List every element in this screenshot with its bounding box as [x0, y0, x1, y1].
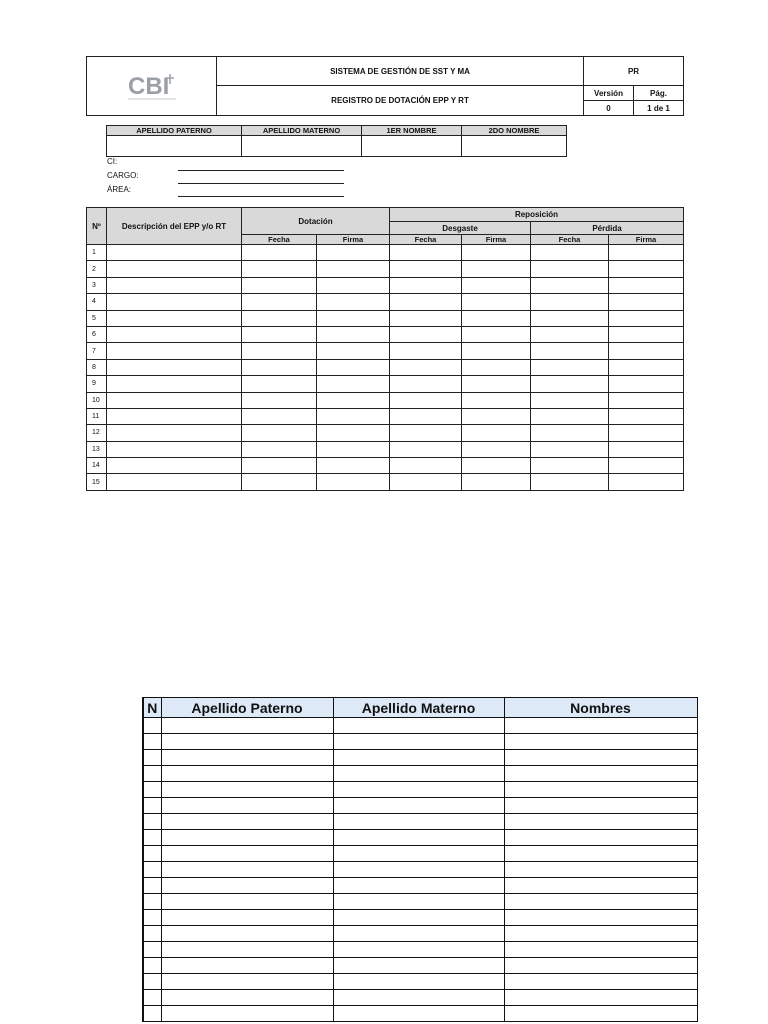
dotacion-fecha-cell[interactable]	[242, 294, 317, 310]
description-cell[interactable]	[107, 343, 242, 359]
area-label: ÁREA:	[107, 185, 132, 194]
desgaste-fecha-cell[interactable]	[390, 441, 462, 457]
table-row	[87, 474, 684, 490]
row-number: 15	[87, 474, 107, 490]
apellido-paterno-cell[interactable]	[161, 910, 333, 926]
nombres-cell[interactable]	[504, 1006, 697, 1022]
perdida-fecha-cell[interactable]	[531, 441, 609, 457]
cargo-label: CARGO:	[107, 171, 139, 180]
nombres-cell[interactable]	[504, 814, 697, 830]
segundo-nombre-field[interactable]	[462, 136, 567, 157]
nombres-cell[interactable]	[504, 846, 697, 862]
perdida-firma-cell[interactable]	[609, 392, 684, 408]
table-row	[143, 894, 697, 910]
n-cell[interactable]	[143, 878, 161, 894]
apellido-materno-cell[interactable]	[333, 878, 504, 894]
table-row	[87, 261, 684, 277]
desgaste-firma-cell[interactable]	[462, 359, 531, 375]
desgaste-fecha-cell[interactable]	[390, 245, 462, 261]
apellido-paterno-cell[interactable]	[161, 878, 333, 894]
dotacion-fecha-cell[interactable]	[242, 261, 317, 277]
n-cell[interactable]	[143, 814, 161, 830]
desgaste-fecha-cell[interactable]	[390, 343, 462, 359]
apellido-paterno-cell[interactable]	[161, 990, 333, 1006]
row-number: 14	[87, 458, 107, 474]
col-perdida: Pérdida	[531, 222, 684, 235]
description-cell[interactable]	[107, 359, 242, 375]
row-number: 2	[87, 261, 107, 277]
table-row	[87, 425, 684, 441]
dotacion-firma-cell[interactable]	[317, 343, 390, 359]
header-primer-nombre: 1ER NOMBRE	[362, 126, 462, 136]
apellido-materno-cell[interactable]	[333, 750, 504, 766]
desgaste-fecha-cell[interactable]	[390, 359, 462, 375]
apellido-paterno-cell[interactable]	[161, 718, 333, 734]
perdida-firma-cell[interactable]	[609, 294, 684, 310]
n-cell[interactable]	[143, 990, 161, 1006]
table-row	[87, 376, 684, 392]
nombres-cell[interactable]	[504, 990, 697, 1006]
apellido-paterno-cell[interactable]	[161, 846, 333, 862]
perdida-fecha-cell[interactable]	[531, 245, 609, 261]
row-number: 13	[87, 441, 107, 457]
apellido-materno-cell[interactable]	[333, 718, 504, 734]
dotacion-firma-cell[interactable]	[317, 392, 390, 408]
perdida-firma-cell[interactable]	[609, 326, 684, 342]
company-logo	[87, 57, 216, 115]
perdida-fecha-cell[interactable]	[531, 376, 609, 392]
n-cell[interactable]	[143, 782, 161, 798]
apellido-paterno-field[interactable]	[107, 136, 242, 157]
dotacion-firma-cell[interactable]	[317, 326, 390, 342]
nombres-cell[interactable]	[504, 798, 697, 814]
row-number: 9	[87, 376, 107, 392]
epp-register-body	[87, 245, 684, 491]
col-perdida-fecha: Fecha	[531, 235, 609, 245]
perdida-fecha-cell[interactable]	[531, 392, 609, 408]
desgaste-fecha-cell[interactable]	[390, 294, 462, 310]
table-row	[87, 408, 684, 424]
apellido-paterno-cell[interactable]	[161, 830, 333, 846]
dotacion-fecha-cell[interactable]	[242, 310, 317, 326]
desgaste-firma-cell[interactable]	[462, 441, 531, 457]
apellido-materno-cell[interactable]	[333, 846, 504, 862]
dotacion-firma-cell[interactable]	[317, 245, 390, 261]
dotacion-firma-cell[interactable]	[317, 458, 390, 474]
area-line[interactable]	[178, 196, 344, 197]
row-number: 10	[87, 392, 107, 408]
perdida-firma-cell[interactable]	[609, 245, 684, 261]
perdida-firma-cell[interactable]	[609, 425, 684, 441]
dotacion-fecha-cell[interactable]	[242, 359, 317, 375]
perdida-fecha-cell[interactable]	[531, 326, 609, 342]
col-reposicion: Reposición	[390, 208, 684, 222]
description-cell[interactable]	[107, 392, 242, 408]
apellido-materno-cell[interactable]	[333, 798, 504, 814]
description-cell[interactable]	[107, 261, 242, 277]
desgaste-firma-cell[interactable]	[462, 474, 531, 490]
table-row	[143, 734, 697, 750]
dotacion-fecha-cell[interactable]	[242, 392, 317, 408]
desgaste-firma-cell[interactable]	[462, 245, 531, 261]
apellido-paterno-cell[interactable]	[161, 894, 333, 910]
apellido-paterno-cell[interactable]	[161, 942, 333, 958]
n-cell[interactable]	[143, 958, 161, 974]
dotacion-firma-cell[interactable]	[317, 376, 390, 392]
description-cell[interactable]	[107, 376, 242, 392]
ci-label: CI:	[107, 157, 118, 166]
table-row	[143, 766, 697, 782]
table-row	[143, 990, 697, 1006]
col-desgaste-fecha: Fecha	[390, 235, 462, 245]
document-header	[86, 56, 684, 116]
dotacion-firma-cell[interactable]	[317, 425, 390, 441]
table-row	[143, 846, 697, 862]
apellido-paterno-cell[interactable]	[161, 1006, 333, 1022]
nombres-cell[interactable]	[504, 718, 697, 734]
desgaste-firma-cell[interactable]	[462, 277, 531, 293]
desgaste-fecha-cell[interactable]	[390, 376, 462, 392]
apellido-materno-cell[interactable]	[333, 926, 504, 942]
table-row	[143, 750, 697, 766]
col-apellido-paterno: Apellido Paterno	[161, 698, 333, 718]
dotacion-fecha-cell[interactable]	[242, 277, 317, 293]
apellido-paterno-cell[interactable]	[161, 974, 333, 990]
dotacion-firma-cell[interactable]	[317, 441, 390, 457]
dotacion-fecha-cell[interactable]	[242, 343, 317, 359]
desgaste-fecha-cell[interactable]	[390, 425, 462, 441]
dotacion-firma-cell[interactable]	[317, 359, 390, 375]
description-cell[interactable]	[107, 277, 242, 293]
table-row	[87, 245, 684, 261]
perdida-fecha-cell[interactable]	[531, 425, 609, 441]
epp-register-table	[86, 207, 684, 491]
apellido-paterno-cell[interactable]	[161, 766, 333, 782]
apellido-materno-cell[interactable]	[333, 1006, 504, 1022]
n-cell[interactable]	[143, 974, 161, 990]
row-number: 5	[87, 310, 107, 326]
perdida-firma-cell[interactable]	[609, 261, 684, 277]
apellido-materno-cell[interactable]	[333, 734, 504, 750]
n-cell[interactable]	[143, 798, 161, 814]
nombres-cell[interactable]	[504, 766, 697, 782]
apellido-paterno-cell[interactable]	[161, 782, 333, 798]
version-label: Versión	[584, 86, 634, 101]
description-cell[interactable]	[107, 310, 242, 326]
apellido-paterno-cell[interactable]	[161, 862, 333, 878]
perdida-firma-cell[interactable]	[609, 376, 684, 392]
perdida-fecha-cell[interactable]	[531, 261, 609, 277]
nombres-cell[interactable]	[504, 830, 697, 846]
perdida-fecha-cell[interactable]	[531, 458, 609, 474]
table-row	[87, 343, 684, 359]
apellido-paterno-cell[interactable]	[161, 734, 333, 750]
perdida-firma-cell[interactable]	[609, 441, 684, 457]
row-number: 7	[87, 343, 107, 359]
table-row	[87, 359, 684, 375]
n-cell[interactable]	[143, 926, 161, 942]
personnel-list-body	[143, 718, 697, 1022]
dotacion-firma-cell[interactable]	[317, 261, 390, 277]
n-cell[interactable]	[143, 1006, 161, 1022]
table-row	[87, 326, 684, 342]
desgaste-fecha-cell[interactable]	[390, 261, 462, 277]
col-n: N	[143, 698, 161, 718]
perdida-firma-cell[interactable]	[609, 277, 684, 293]
perdida-firma-cell[interactable]	[609, 343, 684, 359]
logo-text: CBI	[127, 73, 169, 100]
desgaste-firma-cell[interactable]	[462, 392, 531, 408]
desgaste-fecha-cell[interactable]	[390, 474, 462, 490]
col-perdida-firma: Firma	[609, 235, 684, 245]
version-value: 0	[584, 101, 634, 116]
apellido-materno-cell[interactable]	[333, 814, 504, 830]
apellido-materno-cell[interactable]	[333, 958, 504, 974]
nombres-cell[interactable]	[504, 926, 697, 942]
n-cell[interactable]	[143, 862, 161, 878]
table-row	[143, 974, 697, 990]
table-row	[143, 1006, 697, 1022]
row-number: 4	[87, 294, 107, 310]
description-cell[interactable]	[107, 408, 242, 424]
desgaste-fecha-cell[interactable]	[390, 277, 462, 293]
table-row	[143, 926, 697, 942]
desgaste-firma-cell[interactable]	[462, 343, 531, 359]
table-row	[143, 718, 697, 734]
desgaste-firma-cell[interactable]	[462, 261, 531, 277]
perdida-fecha-cell[interactable]	[531, 343, 609, 359]
dotacion-firma-cell[interactable]	[317, 408, 390, 424]
apellido-paterno-cell[interactable]	[161, 958, 333, 974]
description-cell[interactable]	[107, 425, 242, 441]
table-row	[143, 862, 697, 878]
n-cell[interactable]	[143, 766, 161, 782]
table-row	[143, 814, 697, 830]
description-cell[interactable]	[107, 458, 242, 474]
perdida-fecha-cell[interactable]	[531, 408, 609, 424]
description-cell[interactable]	[107, 245, 242, 261]
dotacion-fecha-cell[interactable]	[242, 408, 317, 424]
n-cell[interactable]	[143, 846, 161, 862]
table-row	[143, 798, 697, 814]
dotacion-fecha-cell[interactable]	[242, 425, 317, 441]
table-row	[143, 830, 697, 846]
col-dotacion-fecha: Fecha	[242, 235, 317, 245]
perdida-fecha-cell[interactable]	[531, 294, 609, 310]
row-number: 8	[87, 359, 107, 375]
perdida-firma-cell[interactable]	[609, 408, 684, 424]
dotacion-fecha-cell[interactable]	[242, 376, 317, 392]
nombres-cell[interactable]	[504, 958, 697, 974]
apellido-materno-cell[interactable]	[333, 894, 504, 910]
dotacion-fecha-cell[interactable]	[242, 458, 317, 474]
document-subtitle: REGISTRO DE DOTACIÓN EPP Y RT	[217, 86, 584, 116]
table-row	[87, 277, 684, 293]
row-number: 6	[87, 326, 107, 342]
col-description: Descripción del EPP y/o RT	[107, 208, 242, 245]
table-row	[87, 294, 684, 310]
perdida-firma-cell[interactable]	[609, 359, 684, 375]
desgaste-firma-cell[interactable]	[462, 310, 531, 326]
n-cell[interactable]	[143, 942, 161, 958]
row-number: 3	[87, 277, 107, 293]
n-cell[interactable]	[143, 894, 161, 910]
col-number: Nº	[87, 208, 107, 245]
n-cell[interactable]	[143, 910, 161, 926]
apellido-paterno-cell[interactable]	[161, 798, 333, 814]
desgaste-firma-cell[interactable]	[462, 408, 531, 424]
description-cell[interactable]	[107, 441, 242, 457]
nombres-cell[interactable]	[504, 862, 697, 878]
row-number: 1	[87, 245, 107, 261]
perdida-fecha-cell[interactable]	[531, 474, 609, 490]
page-label: Pág.	[634, 86, 684, 101]
dotacion-firma-cell[interactable]	[317, 474, 390, 490]
col-dotacion-firma: Firma	[317, 235, 390, 245]
table-row	[87, 458, 684, 474]
col-desgaste: Desgaste	[390, 222, 531, 235]
cargo-line[interactable]	[178, 183, 344, 184]
apellido-materno-cell[interactable]	[333, 990, 504, 1006]
apellido-paterno-cell[interactable]	[161, 750, 333, 766]
dotacion-firma-cell[interactable]	[317, 294, 390, 310]
header-apellido-materno: APELLIDO MATERNO	[242, 126, 362, 136]
apellido-materno-cell[interactable]	[333, 862, 504, 878]
dotacion-fecha-cell[interactable]	[242, 441, 317, 457]
apellido-materno-cell[interactable]	[333, 782, 504, 798]
description-cell[interactable]	[107, 474, 242, 490]
ci-line[interactable]	[178, 170, 344, 171]
description-cell[interactable]	[107, 326, 242, 342]
n-cell[interactable]	[143, 750, 161, 766]
desgaste-firma-cell[interactable]	[462, 294, 531, 310]
col-apellido-materno: Apellido Materno	[333, 698, 504, 718]
apellido-materno-cell[interactable]	[333, 942, 504, 958]
table-row	[143, 782, 697, 798]
desgaste-firma-cell[interactable]	[462, 425, 531, 441]
table-row	[143, 958, 697, 974]
dotacion-fecha-cell[interactable]	[242, 474, 317, 490]
nombres-cell[interactable]	[504, 734, 697, 750]
table-row	[143, 878, 697, 894]
table-row	[87, 392, 684, 408]
header-segundo-nombre: 2DO NOMBRE	[462, 126, 567, 136]
perdida-fecha-cell[interactable]	[531, 359, 609, 375]
row-number: 12	[87, 425, 107, 441]
table-row	[87, 441, 684, 457]
nombres-cell[interactable]	[504, 782, 697, 798]
nombres-cell[interactable]	[504, 878, 697, 894]
perdida-fecha-cell[interactable]	[531, 310, 609, 326]
document-title: SISTEMA DE GESTIÓN DE SST Y MA	[217, 57, 584, 86]
col-dotacion: Dotación	[242, 208, 390, 235]
row-number: 11	[87, 408, 107, 424]
dotacion-fecha-cell[interactable]	[242, 245, 317, 261]
apellido-paterno-cell[interactable]	[161, 926, 333, 942]
desgaste-fecha-cell[interactable]	[390, 458, 462, 474]
col-nombres: Nombres	[504, 698, 697, 718]
logo-cell	[87, 57, 217, 116]
header-apellido-paterno: APELLIDO PATERNO	[107, 126, 242, 136]
apellido-materno-cell[interactable]	[333, 974, 504, 990]
desgaste-fecha-cell[interactable]	[390, 326, 462, 342]
table-row	[143, 942, 697, 958]
perdida-firma-cell[interactable]	[609, 310, 684, 326]
nombres-cell[interactable]	[504, 974, 697, 990]
table-row	[87, 310, 684, 326]
desgaste-firma-cell[interactable]	[462, 326, 531, 342]
nombres-cell[interactable]	[504, 750, 697, 766]
n-cell[interactable]	[143, 734, 161, 750]
apellido-materno-cell[interactable]	[333, 766, 504, 782]
description-cell[interactable]	[107, 294, 242, 310]
apellido-paterno-cell[interactable]	[161, 814, 333, 830]
desgaste-fecha-cell[interactable]	[390, 310, 462, 326]
primer-nombre-field[interactable]	[362, 136, 462, 157]
nombres-cell[interactable]	[504, 894, 697, 910]
desgaste-firma-cell[interactable]	[462, 458, 531, 474]
employee-names-table	[106, 125, 567, 157]
n-cell[interactable]	[143, 718, 161, 734]
apellido-materno-field[interactable]	[242, 136, 362, 157]
page-value: 1 de 1	[634, 101, 684, 116]
dotacion-firma-cell[interactable]	[317, 310, 390, 326]
perdida-firma-cell[interactable]	[609, 458, 684, 474]
apellido-materno-cell[interactable]	[333, 830, 504, 846]
dotacion-firma-cell[interactable]	[317, 277, 390, 293]
table-row	[143, 910, 697, 926]
perdida-firma-cell[interactable]	[609, 474, 684, 490]
document-code: PR	[584, 57, 684, 86]
desgaste-fecha-cell[interactable]	[390, 392, 462, 408]
nombres-cell[interactable]	[504, 942, 697, 958]
col-desgaste-firma: Firma	[462, 235, 531, 245]
apellido-materno-cell[interactable]	[333, 910, 504, 926]
personnel-list-table	[142, 697, 698, 1022]
desgaste-firma-cell[interactable]	[462, 376, 531, 392]
nombres-cell[interactable]	[504, 910, 697, 926]
desgaste-fecha-cell[interactable]	[390, 408, 462, 424]
dotacion-fecha-cell[interactable]	[242, 326, 317, 342]
perdida-fecha-cell[interactable]	[531, 277, 609, 293]
n-cell[interactable]	[143, 830, 161, 846]
